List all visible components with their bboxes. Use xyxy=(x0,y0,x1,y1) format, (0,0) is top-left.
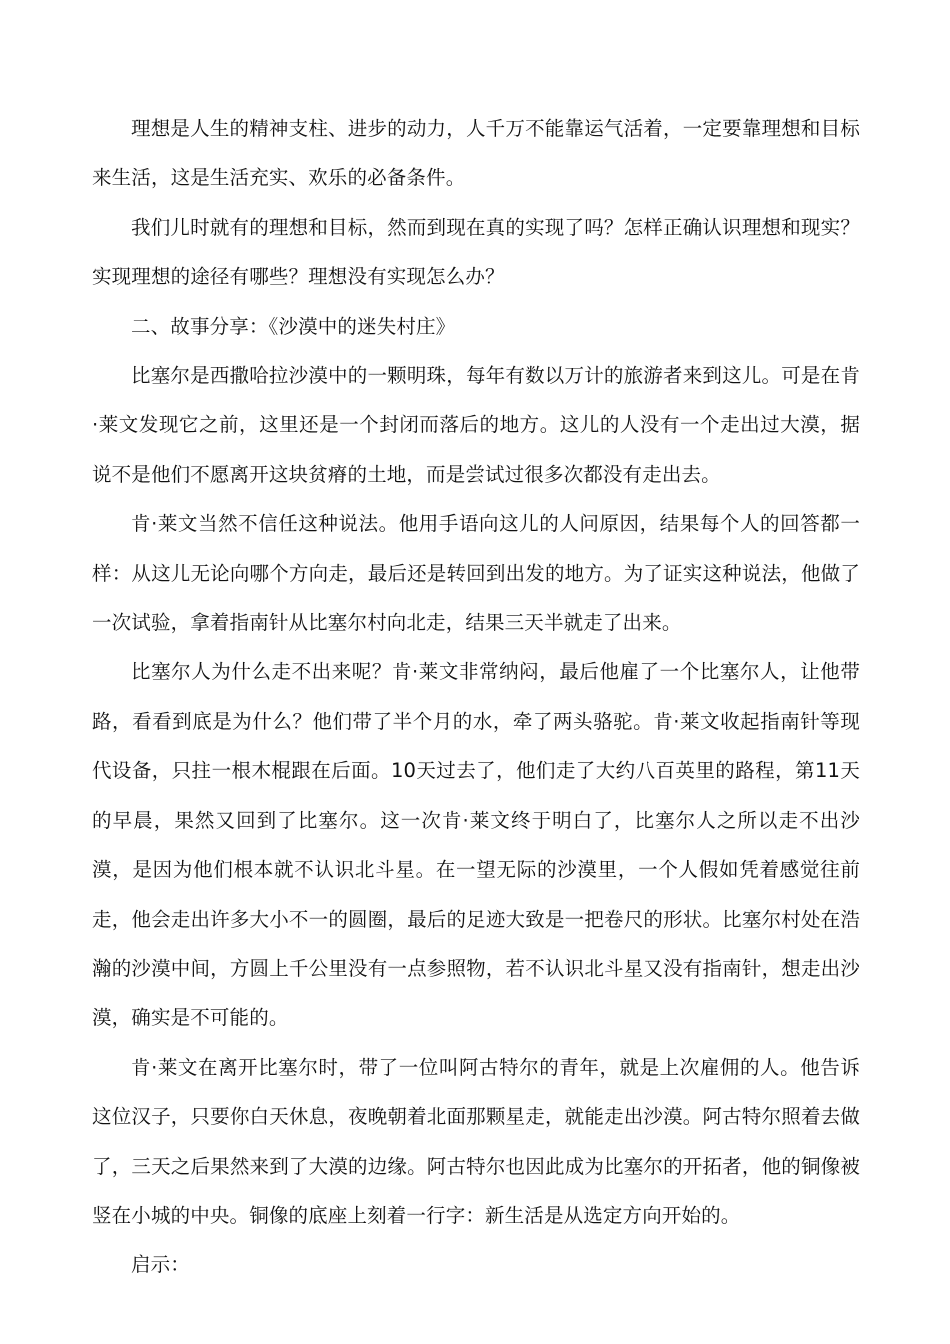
section-heading-story: 二、故事分享：《沙漠中的迷失村庄》 xyxy=(131,314,456,338)
paragraph-ideal-importance: 理想是人生的精神支柱、进步的动力，人千万不能靠运气活着，一定要靠理想和目标来生活，这是生活充实、欢乐的必备条件。 xyxy=(92,117,860,190)
paragraph-journey: 比塞尔人为什么走不出来呢？肯·莱文非常纳闷，最后他雇了一个比塞尔人，让他带路，看看到底是为什么？他们带了半个月的水，牵了两头骆驼。肯·莱文收起指南针等现代设备，只拄一根木棍跟在后面。10天过去了，他们走了大约八百英里的路程，第11天的早晨，果然又回到了比塞尔。这一次肯·莱文终于明白了，比塞尔人之所以走不出沙漠，是因为他们根本就不认识北斗星。在一望无际的沙漠里，一个人假如凭着感觉往前走，他会走出许多大小不一的圆圈，最后的足迹大致是一把卷尺的形状。比塞尔村处在浩瀚的沙漠中间，方圆上千公里没有一点参照物，若不认识北斗星又没有指南针，想走出沙漠，确实是不可能的。 xyxy=(92,660,860,1030)
paragraph-ideal-questions: 我们儿时就有的理想和目标，然而到现在真的实现了吗？怎样正确认识理想和现实？实现理想的途径有哪些？理想没有实现怎么办？ xyxy=(92,215,860,289)
document-page xyxy=(92,104,860,1290)
paragraph-agutel: 肯·莱文在离开比塞尔时，带了一位叫阿古特尔的青年，就是上次雇佣的人。他告诉这位汉子，只要你白天休息，夜晚朝着北面那颗星走，就能走出沙漠。阿古特尔照着去做了，三天之后果然来到了大漠的边缘。阿古特尔也因此成为比塞尔的开拓者，他的铜像被竖在小城的中央。铜像的底座上刻着一行字：新生活是从选定方向开始的。 xyxy=(92,1055,860,1227)
paragraph-revelation-label: 启示： xyxy=(131,1253,190,1277)
paragraph-bisaier-intro: 比塞尔是西撒哈拉沙漠中的一颗明珠，每年有数以万计的旅游者来到这儿。可是在肯·莱文发现它之前，这里还是一个封闭而落后的地方。这儿的人没有一个走出过大漠，据说不是他们不愿离开这块贫瘠的土地，而是尝试过很多次都没有走出去。 xyxy=(92,364,860,486)
paragraph-ken-levin-test: 肯·莱文当然不信任这种说法。他用手语向这儿的人问原因，结果每个人的回答都一样：从这儿无论向哪个方向走，最后还是转回到出发的地方。为了证实这种说法，他做了一次试验，拿着指南针从比塞尔村向北走，结果三天半就走了出来。 xyxy=(92,512,860,635)
